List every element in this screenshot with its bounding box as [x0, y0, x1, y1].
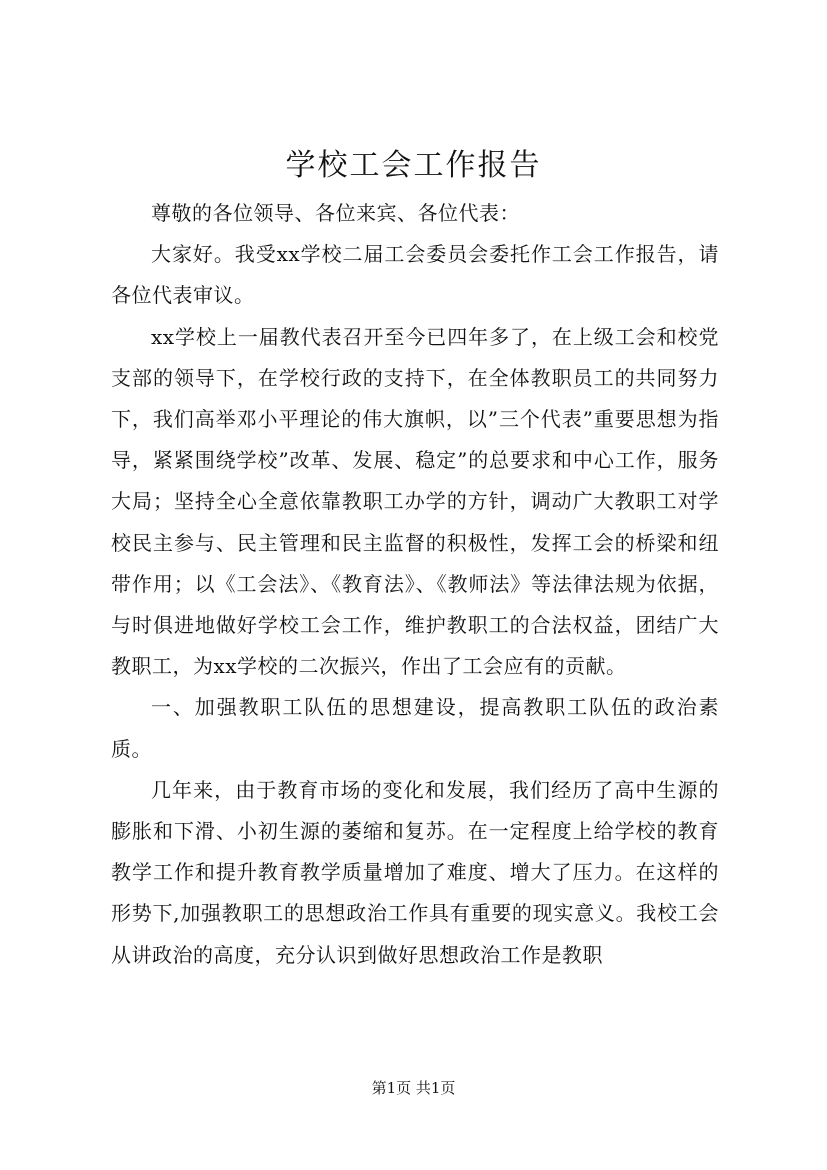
section-heading: 一、加强教职工队伍的思想建设，提高教职工队伍的政治素质。 — [111, 695, 719, 761]
summary-paragraph: xx学校上一届教代表召开至今已四年多了，在上级工会和校党支部的领导下，在学校行政的支持下，在全体教职员工的共同努力下，我们高举邓小平理论的伟大旗帜，以”三个代表”重要思想为指导，紧紧围绕学校”改革、发展、稳定”的总要求和中心工作，服务大局；坚持全心全意依靠教职工办学的方针，调动广大教职工对学校民主参与、民主管理和民主监督的积极性，发挥工会的桥梁和纽带作用；以《工会法》、《教育法》、《教师法》等法律法规为依据，与时俱进地做好学校工会工作，维护教职工的合法权益，团结广大教职工，为xx学校的二次振兴，作出了工会应有的贡献。 — [111, 324, 719, 679]
page-footer: 第1页 共1页 — [371, 1079, 456, 1097]
document-title: 学校工会工作报告 — [285, 148, 542, 183]
greeting-paragraph: 大家好。我受xx学校二届工会委员会委托作工会工作报告，请各位代表审议。 — [111, 242, 719, 308]
section-paragraph: 几年来，由于教育市场的变化和发展，我们经历了高中生源的膨胀和下滑、小初生源的萎缩和复苏。在一定程度上给学校的教育教学工作和提升教育教学质量增加了难度、增大了压力。在这样的形势下,加强教职工的思想政治工作具有重要的现实意义。我校工会从讲政治的高度，充分认识到做好思想政治工作是教职 — [111, 777, 719, 967]
salutation-paragraph: 尊敬的各位领导、各位来宾、各位代表： — [151, 201, 520, 225]
document-body — [111, 193, 719, 976]
